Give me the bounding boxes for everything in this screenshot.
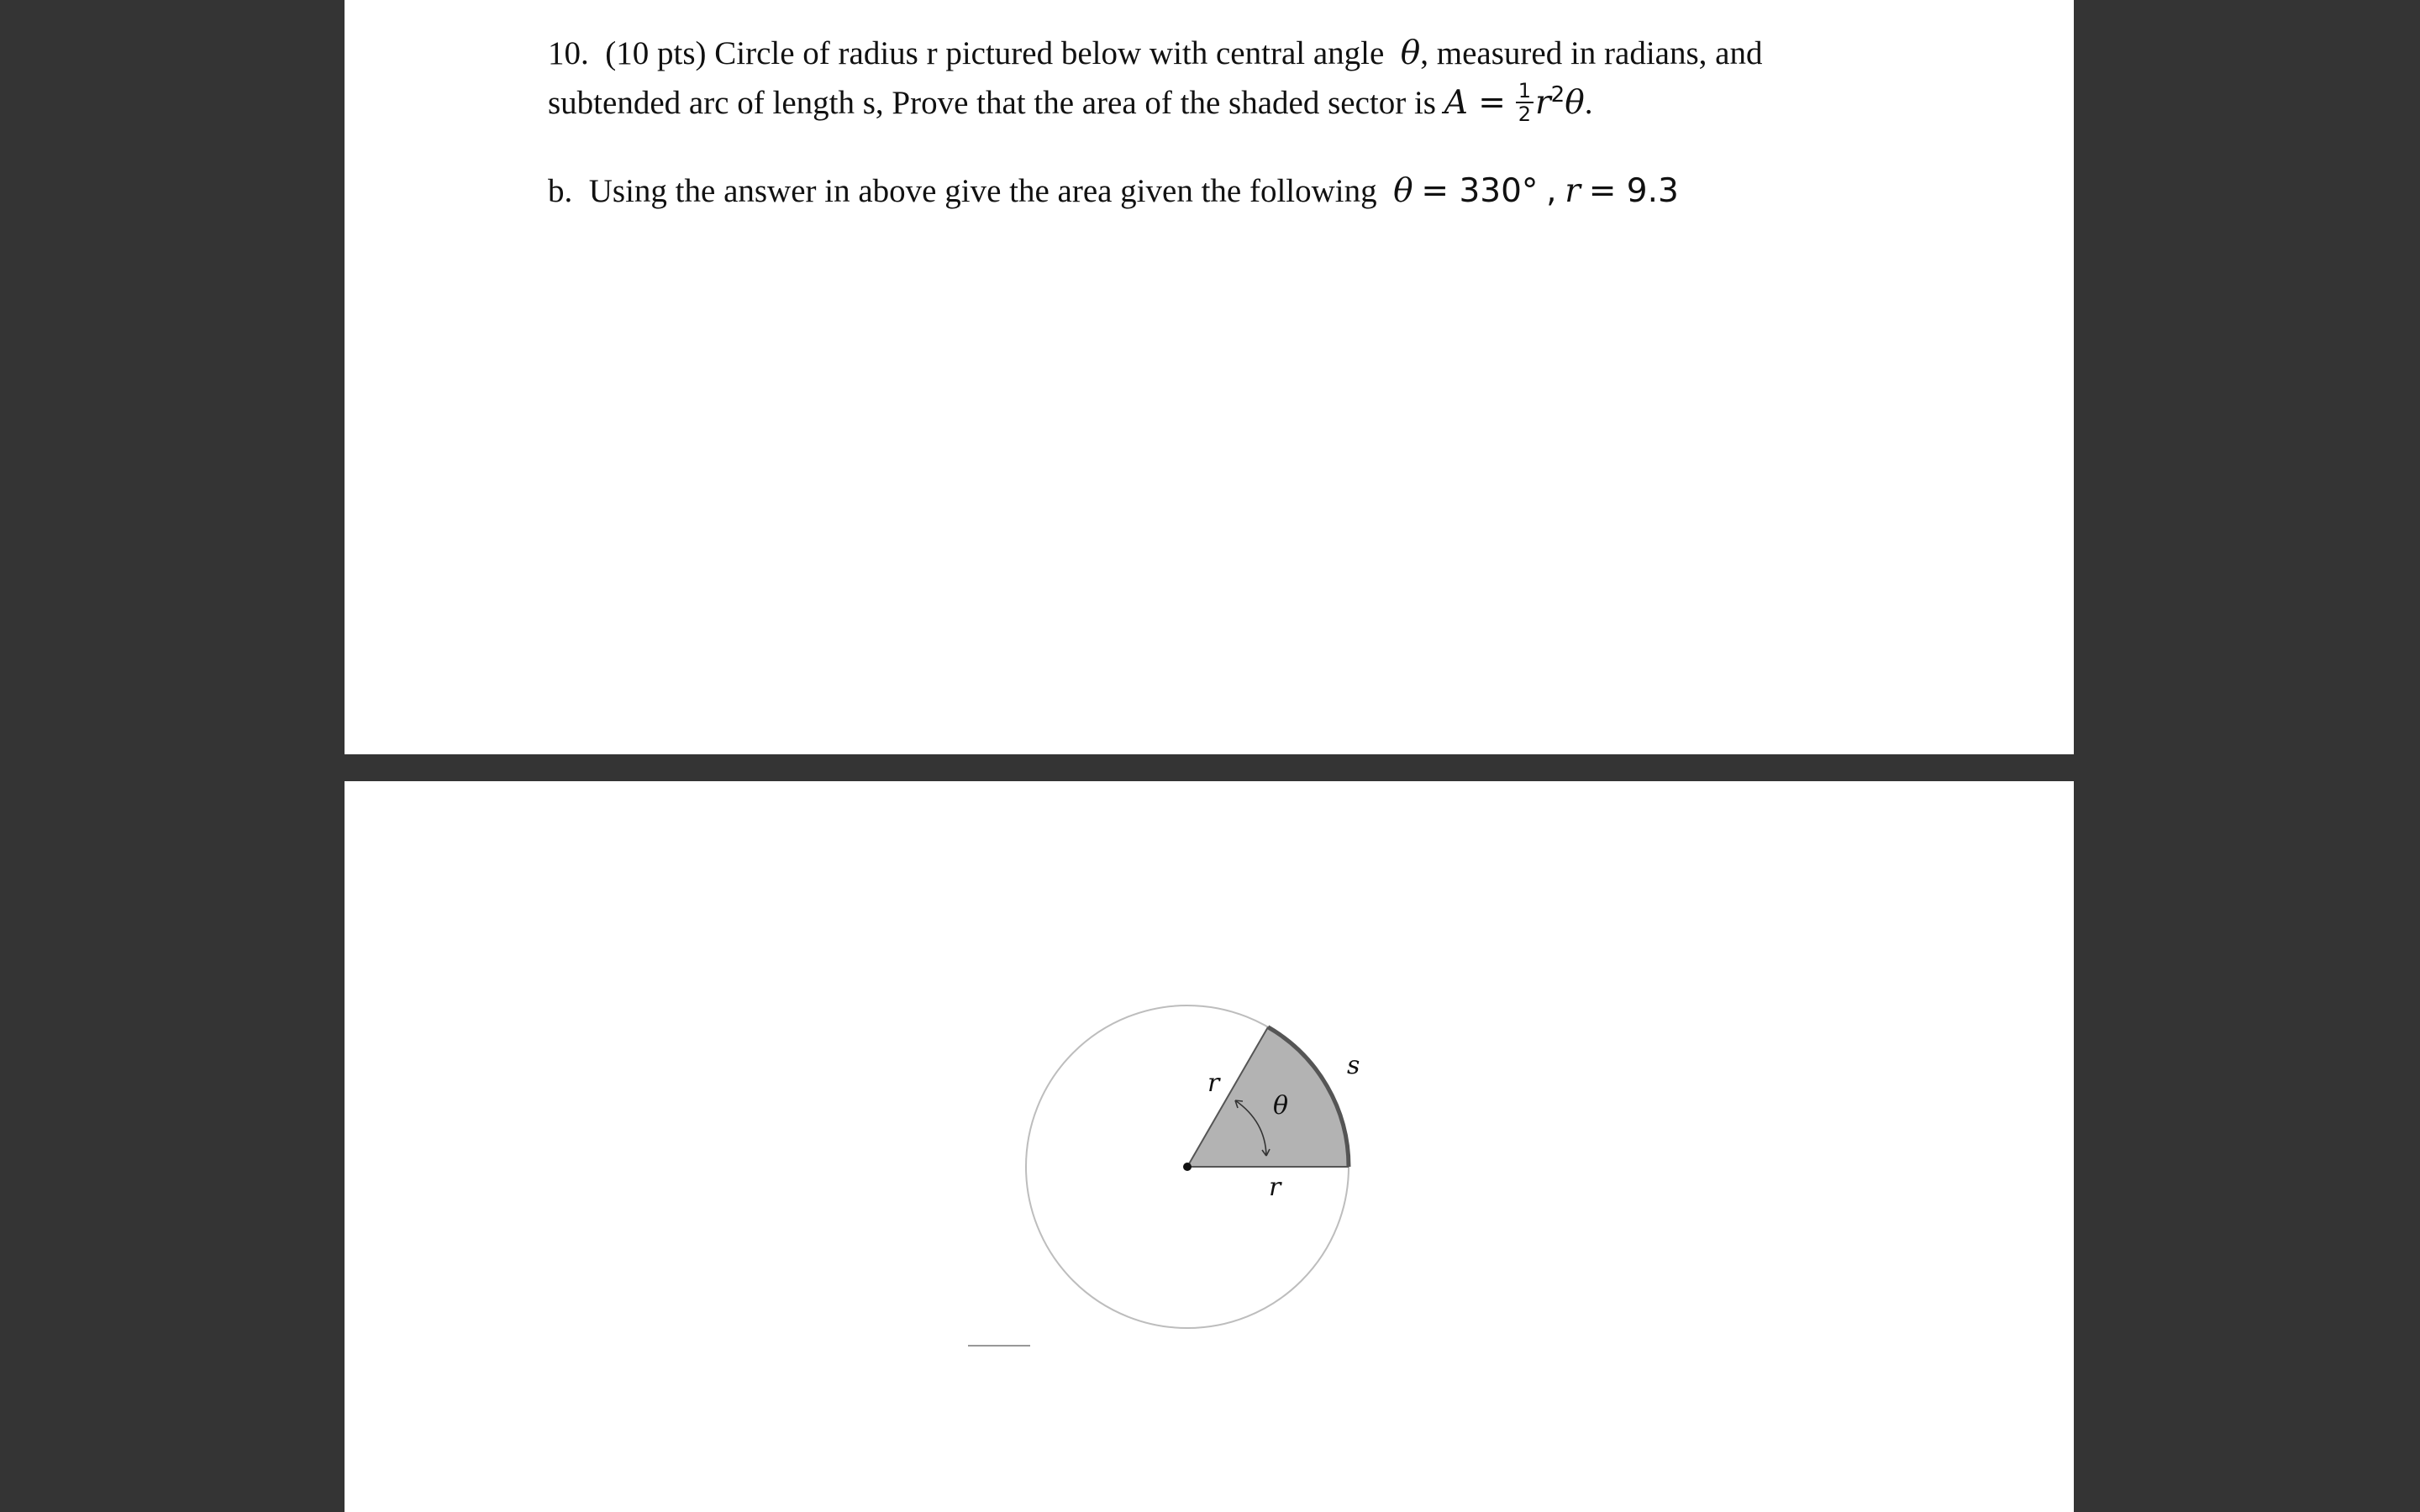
formula-lhs: A = <box>1444 84 1506 122</box>
page-2 <box>345 781 2074 1512</box>
sector-diagram <box>345 781 2074 1512</box>
question-line1-text: Circle of radius r pictured below with central angle <box>714 35 1385 71</box>
question-line-1 <box>548 34 1763 72</box>
question-points: (10 pts) <box>605 35 707 71</box>
part-b-separator: , <box>1546 172 1557 210</box>
question-part-b <box>548 172 1679 210</box>
label-s: s <box>1347 1051 1360 1080</box>
question-line-2 <box>548 79 1593 128</box>
label-r-base: r <box>1269 1173 1281 1202</box>
formula-fraction <box>1516 79 1534 127</box>
part-b-r-value: = 9.3 <box>1588 172 1679 210</box>
formula-numerator: 1 <box>1516 81 1534 103</box>
theta-symbol: θ <box>1400 34 1421 72</box>
label-r-slant: r <box>1207 1068 1220 1098</box>
formula-exponent: 2 <box>1550 82 1565 108</box>
part-b-r: r <box>1565 172 1581 210</box>
question-number: 10. <box>548 35 589 71</box>
label-theta: θ <box>1273 1091 1289 1121</box>
part-b-theta-value: = 330° <box>1421 172 1539 210</box>
formula-denominator: 2 <box>1518 102 1532 127</box>
part-b-label: b. <box>548 173 573 209</box>
center-point <box>1183 1163 1192 1171</box>
page-1 <box>345 0 2074 754</box>
question-line2-text: subtended arc of length s, Prove that the area of the shaded sector is <box>548 85 1436 121</box>
part-b-theta: θ <box>1393 172 1413 210</box>
formula-r: r <box>1535 84 1551 122</box>
formula-theta: θ <box>1565 84 1585 122</box>
part-b-text: Using the answer in above give the area given the following <box>588 173 1377 209</box>
formula-end: . <box>1584 85 1593 121</box>
question-line1-end: , measured in radians, and <box>1420 35 1763 71</box>
